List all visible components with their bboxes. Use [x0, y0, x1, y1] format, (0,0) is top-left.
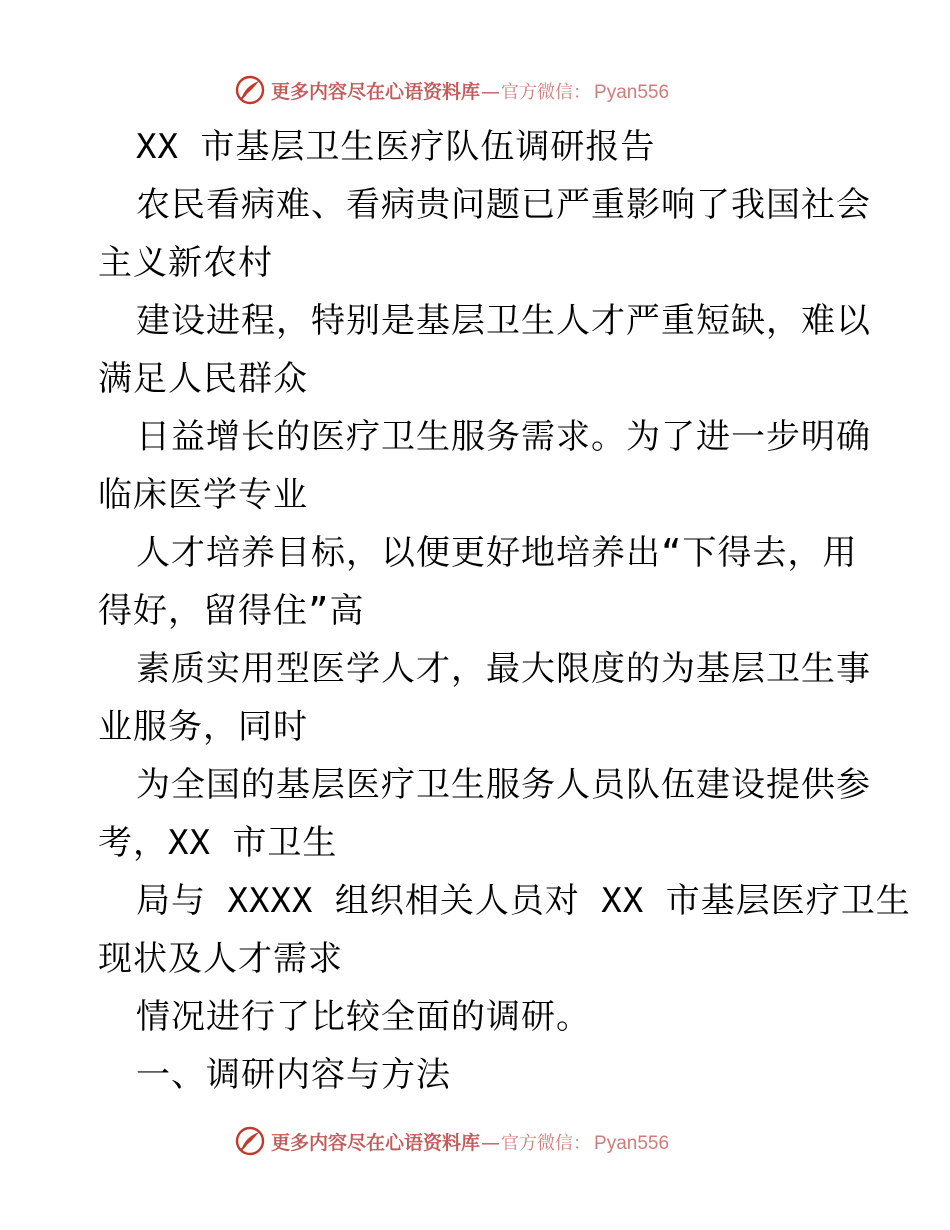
paragraph-line: 考，XX 市卫生: [98, 823, 338, 863]
paragraph-line: 满足人民群众: [98, 359, 308, 399]
watermark-main-text: 更多内容尽在心语资料库: [271, 80, 481, 103]
paragraph-line: 临床医学专业: [98, 475, 308, 515]
paragraph-line: 建设进程，特别是基层卫生人才严重短缺，难以: [136, 301, 871, 341]
paragraph-line: 主义新农村: [98, 243, 273, 283]
watermark-wechat-id: Pyan556: [594, 81, 670, 103]
quill-logo-icon: [235, 1126, 265, 1156]
paragraph-line: 业服务，同时: [98, 707, 308, 747]
paragraph-line: 日益增长的医疗卫生服务需求。为了进一步明确: [136, 417, 871, 457]
watermark-wechat-id: Pyan556: [594, 1132, 670, 1154]
watermark-text: [271, 77, 669, 104]
watermark-wechat-label: 官方微信：: [501, 81, 592, 103]
quill-logo-icon: [235, 75, 265, 105]
watermark-text: [271, 1128, 669, 1155]
header-watermark: [235, 73, 669, 107]
document-title: XX 市基层卫生医疗队伍调研报告: [136, 127, 656, 167]
document-body: [98, 118, 911, 1104]
paragraph-line: 人才培养目标，以便更好地培养出“下得去，用: [136, 533, 858, 573]
paragraph-line: 素质实用型医学人才，最大限度的为基层卫生事: [136, 649, 871, 689]
paragraph-line: 为全国的基层医疗卫生服务人员队伍建设提供参: [136, 765, 871, 805]
paragraph-line: 得好，留得住”高: [98, 591, 365, 631]
section-heading: 一、调研内容与方法: [136, 1055, 451, 1095]
watermark-main-text: 更多内容尽在心语资料库: [271, 1131, 481, 1154]
watermark-wechat-label: 官方微信：: [501, 1132, 592, 1154]
paragraph-line: 农民看病难、看病贵问题已严重影响了我国社会: [136, 185, 871, 225]
paragraph-line: 局与 XXXX 组织相关人员对 XX 市基层医疗卫生: [136, 881, 911, 921]
paragraph-line: 现状及人才需求: [98, 939, 343, 979]
footer-watermark: [235, 1124, 669, 1158]
watermark-dash: —: [481, 1131, 501, 1154]
paragraph-line: 情况进行了比较全面的调研。: [136, 997, 591, 1037]
watermark-dash: —: [481, 80, 501, 103]
